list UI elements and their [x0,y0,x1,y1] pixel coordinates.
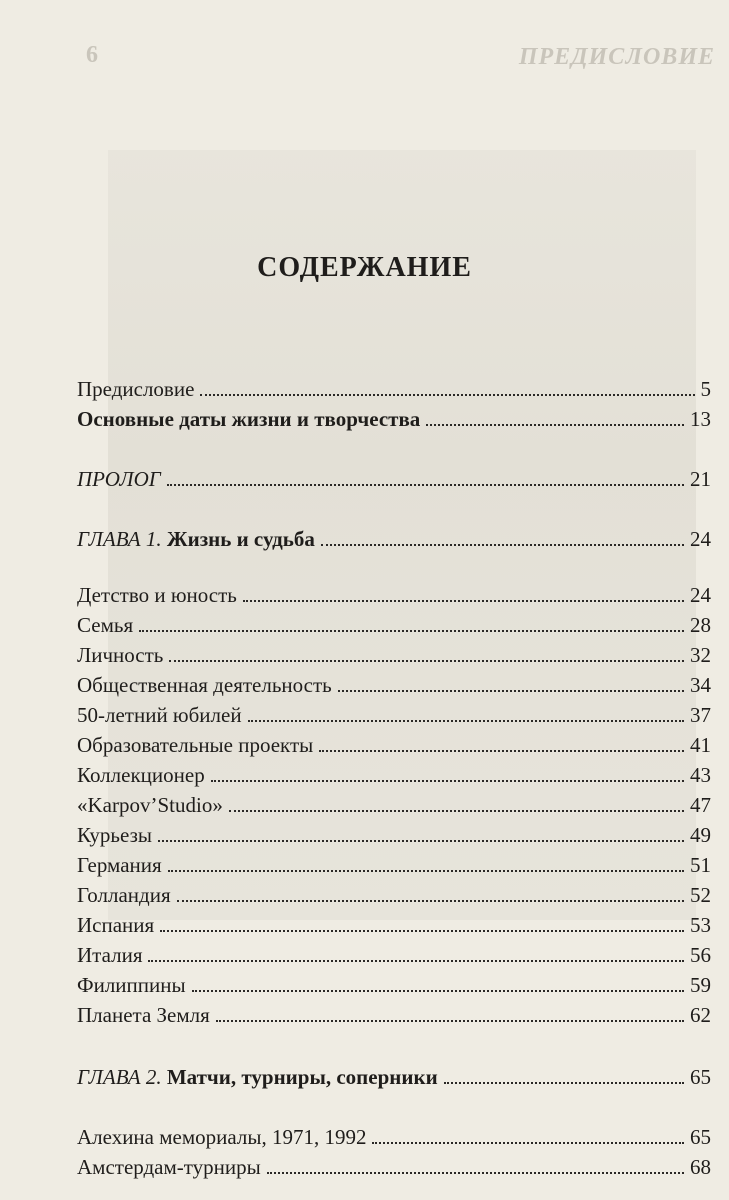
toc-entry-label: Алехина мемориалы, 1971, 1992 [77,1125,367,1149]
toc-entry-label: Семья [77,613,134,637]
toc-entry-label: «Karpov’Studio» [77,793,223,817]
toc-entry-page: 49 [690,823,711,847]
toc-entry-page: 24 [690,527,711,551]
leader-dots [248,719,684,722]
toc-entry-page: 32 [690,643,711,667]
toc-entry-preface[interactable] [77,372,711,402]
toc-entry[interactable] [77,608,711,638]
leader-dots [167,483,684,486]
toc-entry[interactable] [77,758,711,788]
toc-entry-label: Голландия [77,883,171,907]
toc-entry-label: Италия [77,943,143,967]
toc-entry-page: 24 [690,583,711,607]
leader-dots [216,1019,684,1022]
toc-entry-label: Матчи, турниры, соперники [166,1065,438,1089]
toc-entry[interactable] [77,908,711,938]
leader-dots [426,423,684,426]
toc-entry[interactable] [77,638,711,668]
toc-entry-page: 47 [690,793,711,817]
toc-entry[interactable] [77,668,711,698]
toc-entry-page: 53 [690,913,711,937]
toc-entry-page: 13 [690,407,711,431]
toc-entry[interactable] [77,1120,711,1150]
toc-entry[interactable] [77,728,711,758]
leader-dots [200,393,694,396]
leader-dots [139,629,684,632]
toc-entry[interactable] [77,938,711,968]
toc-entry-page: 51 [690,853,711,877]
leader-dots [243,599,684,602]
toc-entry-dates[interactable] [77,402,711,432]
toc-entry-label: Жизнь и судьба [166,527,315,551]
toc-entry-page: 68 [690,1155,711,1179]
toc-entry[interactable] [77,968,711,998]
leader-dots [372,1141,684,1144]
bleed-through-page-number: 6 [86,42,98,68]
toc-entry[interactable] [77,998,711,1028]
leader-dots [192,989,684,992]
toc-entry[interactable] [77,1150,711,1180]
toc-entry-label: Общественная деятельность [77,673,332,697]
toc-entry-page: 28 [690,613,711,637]
page-title: СОДЕРЖАНИЕ [257,252,472,283]
toc-entry-label: Коллекционер [77,763,205,787]
toc-entry-prologue[interactable] [77,462,711,492]
toc-entry-label: Амстердам-турниры [77,1155,261,1179]
toc-entry[interactable] [77,788,711,818]
leader-dots [338,689,684,692]
leader-dots [158,839,684,842]
leader-dots [321,543,684,546]
toc-entry[interactable] [77,878,711,908]
toc-entry-label: Курьезы [77,823,152,847]
toc-entry-page: 59 [690,973,711,997]
toc-entry-label: Личность [77,643,164,667]
leader-dots [444,1081,684,1084]
toc-entry-label: Филиппины [77,973,186,997]
toc-entry-page: 37 [690,703,711,727]
toc-entry-page: 62 [690,1003,711,1027]
toc-entry[interactable] [77,848,711,878]
toc-entry-page: 43 [690,763,711,787]
toc-entry-page: 41 [690,733,711,757]
toc-entry-label: Германия [77,853,162,877]
toc-entry[interactable] [77,578,711,608]
toc-entry[interactable] [77,698,711,728]
bleed-through-running-title: ПРЕДИСЛОВИЕ [518,44,715,70]
leader-dots [169,659,684,662]
toc-entry-chapter-2[interactable] [77,1060,711,1090]
toc-entry-label: Планета Земля [77,1003,210,1027]
toc-entry-page: 65 [690,1125,711,1149]
chapter-prefix: ГЛАВА 2. [77,1065,162,1089]
toc-entry-page: 65 [690,1065,711,1089]
leader-dots [148,959,684,962]
toc-entry-label: Основные даты жизни и творчества [77,407,421,431]
toc-entry-label: Предисловие [77,377,195,401]
leader-dots [160,929,684,932]
toc-entry-label: Детство и юность [77,583,237,607]
toc-entry-page: 5 [700,377,711,401]
toc-entry-page: 56 [690,943,711,967]
leader-dots [319,749,684,752]
toc-entry-page: 21 [690,467,711,491]
leader-dots [267,1171,684,1174]
toc-entry-page: 34 [690,673,711,697]
leader-dots [229,809,684,812]
toc-entry-label: 50-летний юбилей [77,703,242,727]
toc-entry-label: ПРОЛОГ [77,467,161,491]
toc-entry[interactable] [77,818,711,848]
toc-entry-label: Образовательные проекты [77,733,314,757]
leader-dots [211,779,684,782]
leader-dots [177,899,684,902]
toc-entry-label: Испания [77,913,155,937]
chapter-prefix: ГЛАВА 1. [77,527,162,551]
toc-entry-chapter-1[interactable] [77,522,711,552]
toc-entry-page: 52 [690,883,711,907]
leader-dots [168,869,684,872]
